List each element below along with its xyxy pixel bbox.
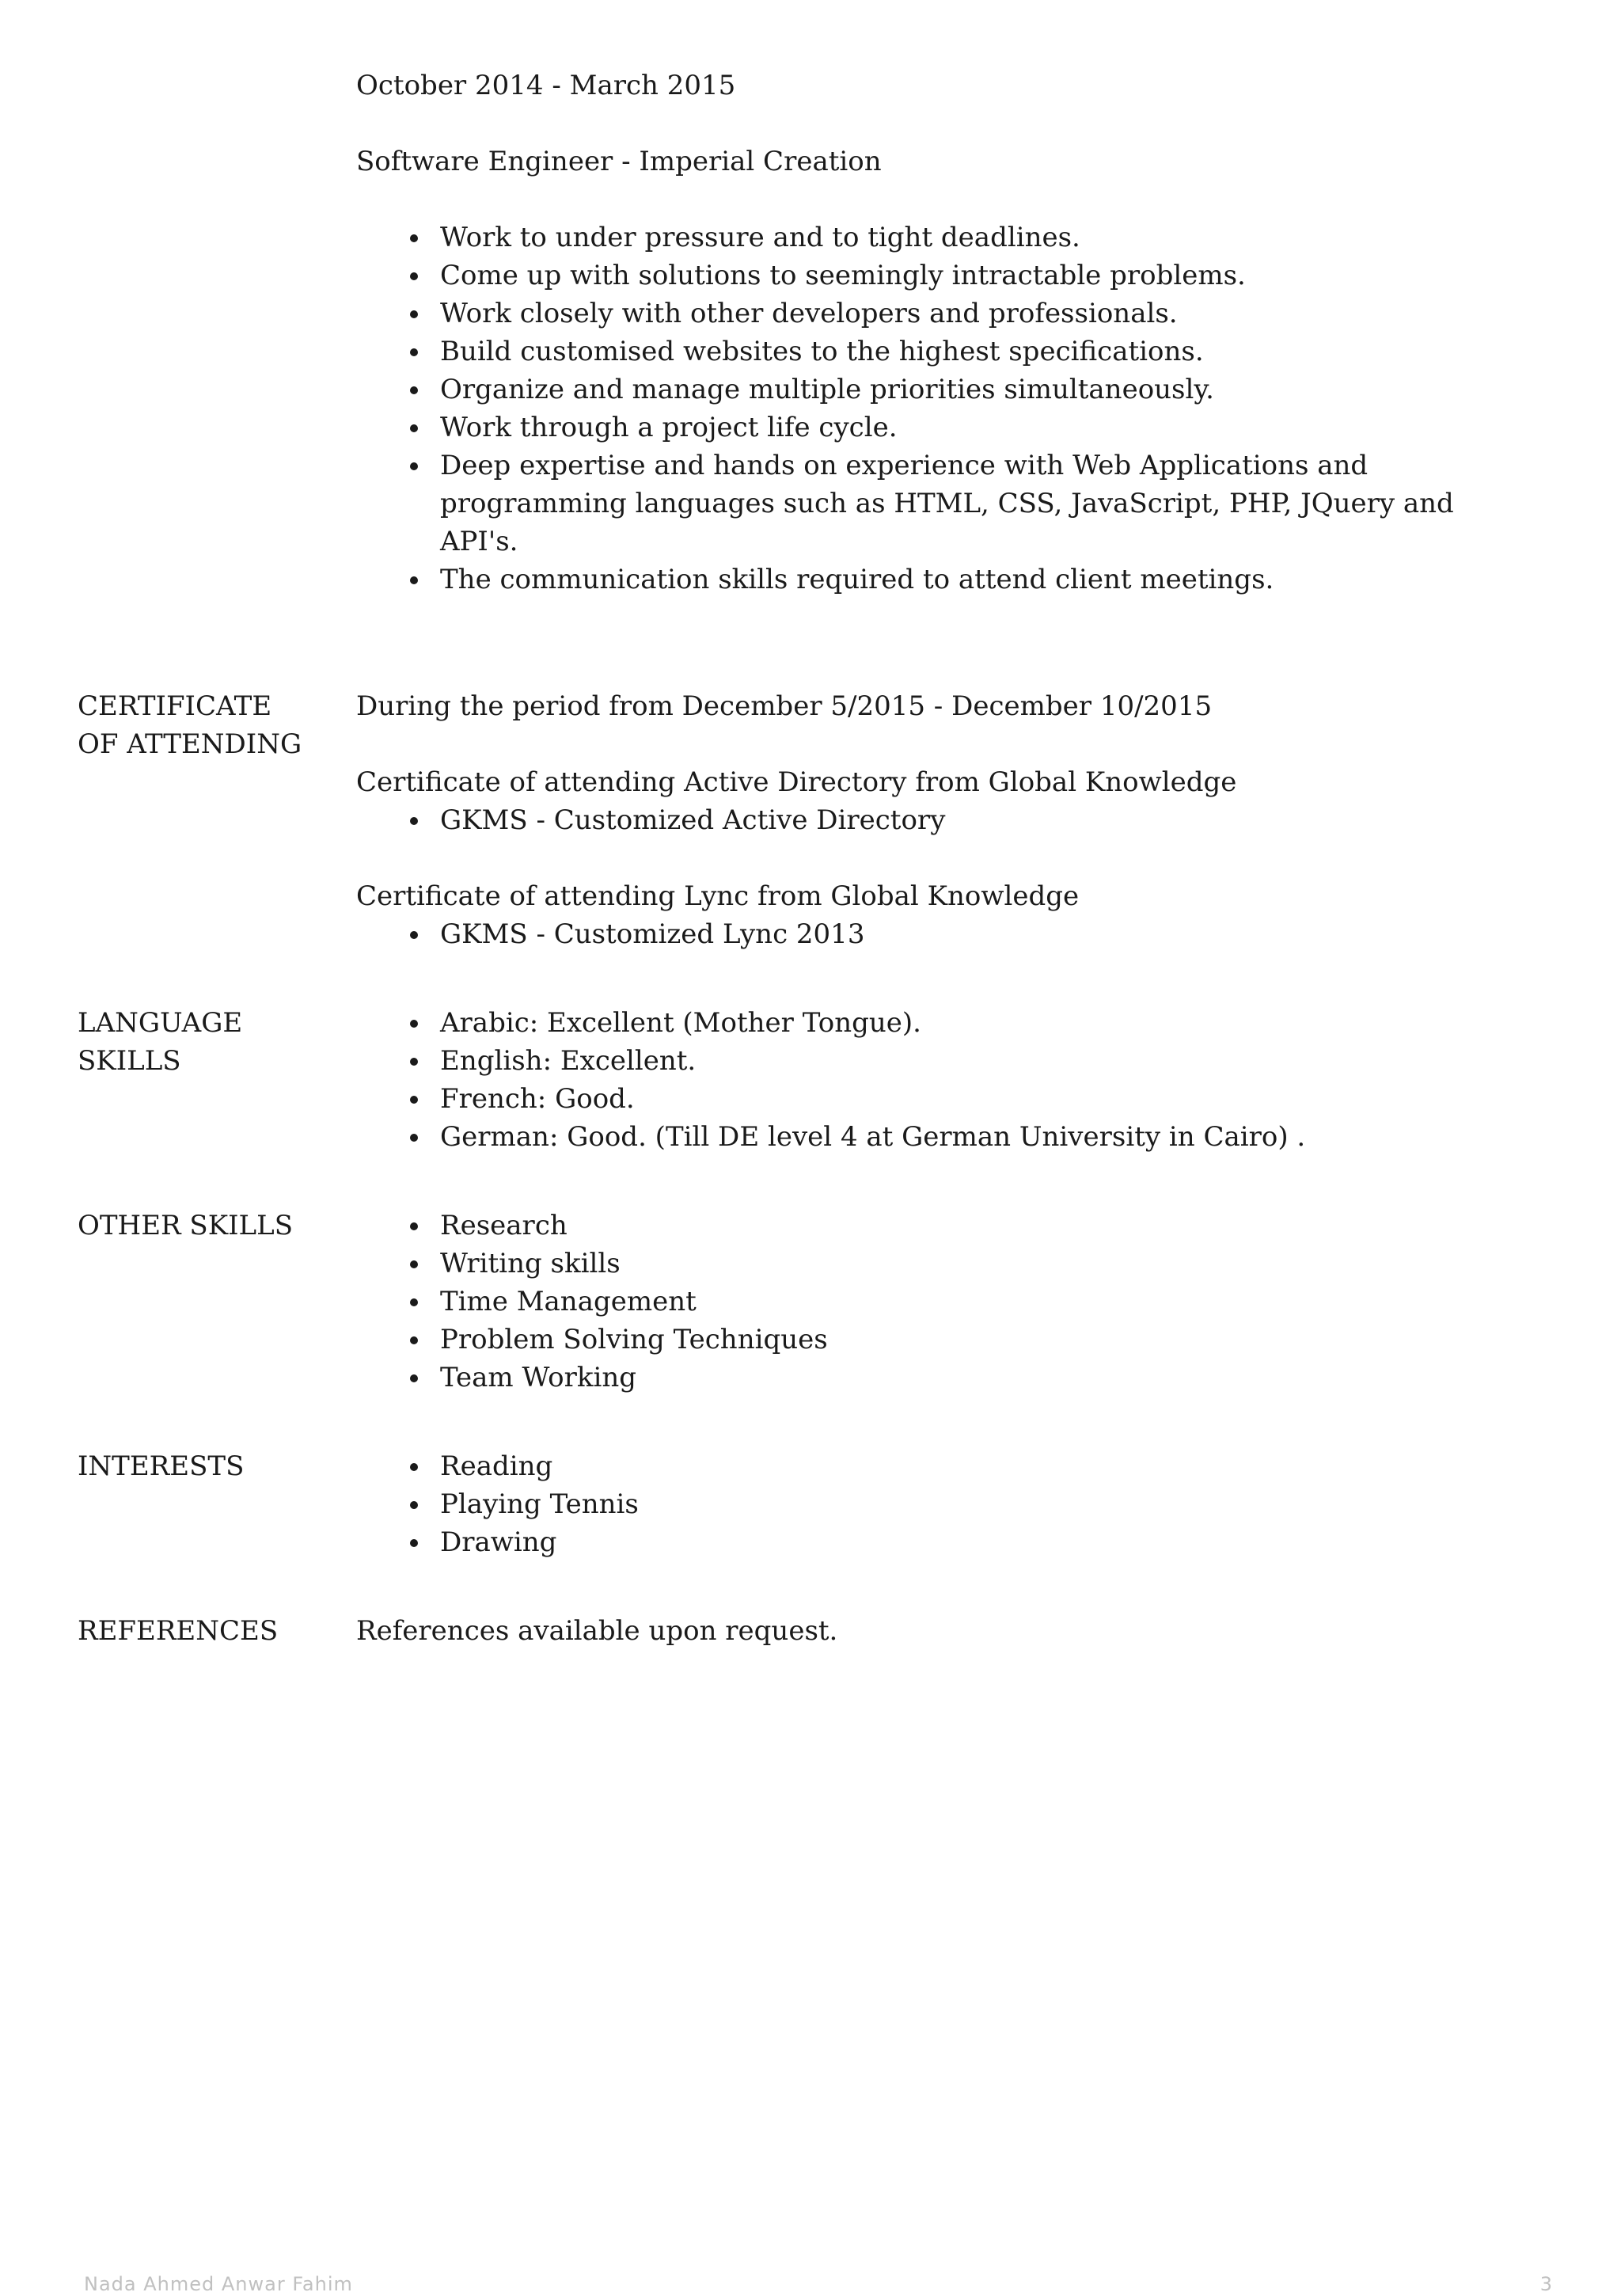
references-body xyxy=(356,1612,1496,1650)
certificate-title: Certificate of attending Active Directory from Global Knowledge xyxy=(356,766,1237,798)
list-item: Writing skills xyxy=(440,1245,1496,1283)
language-skills-body xyxy=(356,1004,1496,1156)
list-item: Work through a project life cycle. xyxy=(440,409,1496,447)
language-skills-section xyxy=(78,1004,1502,1156)
list-item: Work to under pressure and to tight deadlines. xyxy=(440,219,1496,257)
experience-section xyxy=(78,67,1502,599)
list-item: Organize and manage multiple priorities simultaneously. xyxy=(440,371,1496,409)
list-item: Work closely with other developers and professionals. xyxy=(440,295,1496,333)
experience-period: October 2014 - March 2015 xyxy=(356,70,736,101)
other-skills-section xyxy=(78,1207,1502,1397)
list-item: German: Good. (Till DE level 4 at German University in Cairo) . xyxy=(440,1118,1496,1156)
certificate-label: CERTIFICATE OF ATTENDING xyxy=(78,690,302,760)
list-item: Come up with solutions to seemingly intractable problems. xyxy=(440,257,1496,295)
interests-list xyxy=(356,1447,1496,1561)
certificate-title: Certificate of attending Lync from Global Knowledge xyxy=(356,880,1080,912)
list-item: Arabic: Excellent (Mother Tongue). xyxy=(440,1004,1496,1042)
list-item: Deep expertise and hands on experience with Web Applications and programming languages such as HTML, CSS, JavaScript, PHP, JQuery and API's. xyxy=(440,447,1496,561)
list-item: Research xyxy=(440,1207,1496,1245)
language-skills-label: LANGUAGE SKILLS xyxy=(78,1007,243,1077)
list-item: French: Good. xyxy=(440,1080,1496,1118)
experience-position: Software Engineer - Imperial Creation xyxy=(356,146,882,177)
list-item: Problem Solving Techniques xyxy=(440,1321,1496,1359)
list-item: Playing Tennis xyxy=(440,1485,1496,1523)
certificate-detail-list xyxy=(356,915,1496,953)
list-item: Team Working xyxy=(440,1359,1496,1397)
list-item: English: Excellent. xyxy=(440,1042,1496,1080)
list-item: GKMS - Customized Active Directory xyxy=(440,801,1496,839)
certificate-body xyxy=(356,687,1496,953)
references-section xyxy=(78,1612,1502,1650)
other-skills-body xyxy=(356,1207,1496,1397)
list-item: The communication skills required to attend client meetings. xyxy=(440,561,1496,599)
experience-body xyxy=(356,67,1496,599)
language-skills-list xyxy=(356,1004,1496,1156)
references-label: REFERENCES xyxy=(78,1615,279,1647)
list-item: Drawing xyxy=(440,1523,1496,1561)
interests-label: INTERESTS xyxy=(78,1450,245,1482)
footer-page-number: 3 xyxy=(1539,2273,1553,2295)
footer-author-name: Nada Ahmed Anwar Fahim xyxy=(84,2273,353,2295)
certificate-section xyxy=(78,687,1502,953)
interests-section xyxy=(78,1447,1502,1561)
certificate-detail-list xyxy=(356,801,1496,839)
interests-body xyxy=(356,1447,1496,1561)
references-text: References available upon request. xyxy=(356,1615,838,1647)
list-item: GKMS - Customized Lync 2013 xyxy=(440,915,1496,953)
list-item: Build customised websites to the highest specifications. xyxy=(440,333,1496,371)
other-skills-list xyxy=(356,1207,1496,1397)
other-skills-label: OTHER SKILLS xyxy=(78,1210,293,1241)
experience-duties-list xyxy=(356,219,1496,599)
resume-content xyxy=(78,67,1502,1650)
certificate-period: During the period from December 5/2015 - December 10/2015 xyxy=(356,690,1213,722)
list-item: Time Management xyxy=(440,1283,1496,1321)
list-item: Reading xyxy=(440,1447,1496,1485)
page-footer xyxy=(84,2272,1553,2296)
